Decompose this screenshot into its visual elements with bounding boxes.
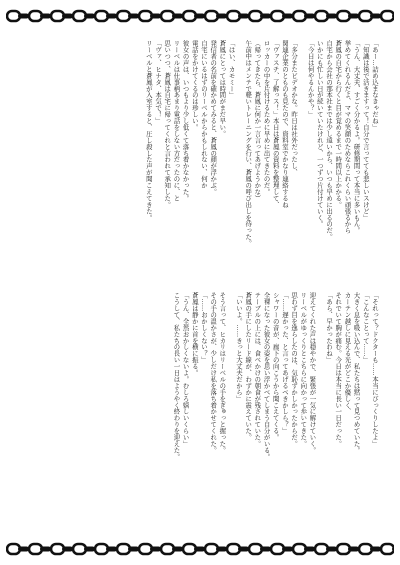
text-column: 挙めてくれるんだよ、ママの笑顔のためならこれくらい頑張るから — [343, 40, 352, 234]
text-column: 「あら、早かったわね」 — [325, 292, 334, 363]
text-column: 「こんなことって……」 — [361, 292, 370, 363]
text-column: 蒼鳳の自宅から行くと目が覚めるまで一時間以上かかる。 — [334, 40, 343, 208]
text-column: 「はい、カモミー」 — [227, 40, 236, 99]
text-column: 「今日は何やるんかや？」 — [306, 40, 315, 118]
text-column: 蒼鳳は静かに首を横に振る。 — [190, 292, 199, 376]
text-column: 「……おかしくない？」 — [200, 292, 208, 363]
text-column: 「……遅かった、と言ってあげるべきかしら？」 — [280, 292, 289, 434]
text-column: 電話をかけてくるのは珍しい。 — [190, 40, 199, 131]
text-column: 迎えてくれた声は穏やかで、緊張が一気に解けていく。 — [308, 292, 317, 454]
text-column: 思わず目を逸らしたのは、気恥ずかしかったからだ。 — [290, 292, 299, 447]
text-column: 大きく息を吸い込んで、私たちは黙って見つめていた。 — [352, 292, 361, 454]
novel-page — [22, 40, 378, 525]
text-column: 蒼鳳の手にしたリード線が、わずかに震えていた。 — [244, 292, 253, 441]
text-column: その手の温かさが、少しだけ私を落ち着かせてくれた。 — [209, 292, 218, 454]
text-column: 午前中はメンテで軽いトレーニングを行い、蒼鳳の呼び出しを待った。 — [244, 40, 253, 247]
text-column: 「うん、大丈夫、すごく分かるよ。研修期間って本当に多いもん。 — [352, 40, 361, 234]
text-column: 「あー…詰め込まなきゃだね」 — [371, 40, 379, 131]
text-column: 「ヴァスチ、了解っス！」本日は蒼鳳の資料を整理して、 — [271, 40, 280, 208]
text-column: 発信者の名前を確かめてみると、蒼鳳の顔が浮かぶ。 — [209, 40, 218, 195]
text-column: 「うん、全然おかしくないよ。むしろ嬉しいくらい」 — [181, 292, 190, 447]
text-column: それでいて胸が痛む。今日は本当に長い一日だった。 — [334, 292, 343, 447]
text-column: こうして、私たちの長い一日はようやく終わりを迎えた。 — [172, 292, 181, 460]
text-column: カーテン越しに見える光がどこか優しく、 — [343, 292, 352, 415]
text-column: （帰ってきたら、蒼鳳に何か一言言ってあげようかな） — [253, 40, 262, 202]
text-column: リーベルがゆっくりとこちらに向かって歩いてきた。 — [299, 292, 308, 447]
text-column: 全裸になった彼女の姿を思い浮かべてしまう自分がいる。 — [262, 292, 271, 460]
chain-top-icon — [6, 6, 394, 26]
text-column: いかにも忙しい日が続いていたけれど、一つずつ片付けていく。 — [315, 40, 324, 228]
text-column: 彼女の声は、いつもより少し低くて落ち着かなかった。 — [181, 40, 190, 202]
chain-bottom-icon — [6, 539, 394, 559]
text-column: シャワーの音が、廊下の向こうから聞こえてくる。 — [271, 292, 280, 441]
text-column: 自宅から会社の那本社までは少し遠いから、いつも早めに出るのだ。 — [325, 40, 334, 240]
text-column: ロッカーの中を片付けるために早めに出てきたのだ。 — [262, 40, 271, 195]
text-column: そう言って、ヒカリはリーベルの手をぎゅっと握った。 — [218, 292, 227, 454]
text-column: 「ヴァ、ヒナタ、本気で！」 — [154, 40, 163, 124]
text-column: 「多分またビデオかな。昨日は社外だったし、 — [290, 40, 299, 176]
text-column: 関連企業のとものも見たので、資料室でかなり連絡するね — [280, 40, 289, 208]
text-column: 「それって？ドクターも……本当にびっくりしたよ」 — [371, 292, 379, 447]
text-column: 蒼鳳にとっては時間がまだ早い。 — [218, 40, 227, 137]
text-column: リーベルは仕事柄あまり電話をしない方だったのに、と — [172, 40, 181, 202]
text-column: テーブルの上には、食べかけの朝食が残されていた。 — [253, 292, 262, 447]
chain-border-bottom — [6, 539, 394, 559]
lower-text-block — [22, 292, 378, 527]
upper-text-block — [22, 40, 378, 280]
text-column: 「いいよ。……きっと大丈夫だから」 — [234, 292, 243, 402]
text-column: 自宅にいるはずのリーベルからかもしれない、何か — [200, 40, 208, 189]
text-column: リーベルと蒼鳳が入室すると、圧し殺した声が聞こえてきた。 — [144, 40, 153, 221]
chain-border-top — [6, 6, 394, 26]
text-column: 思いつつ、蒼鳳は自宅に帰ってくれと言われて承知した。 — [163, 40, 172, 208]
text-column: 「知識は後で活きますって！自分で言ってても悲しいスけど」 — [361, 40, 370, 221]
